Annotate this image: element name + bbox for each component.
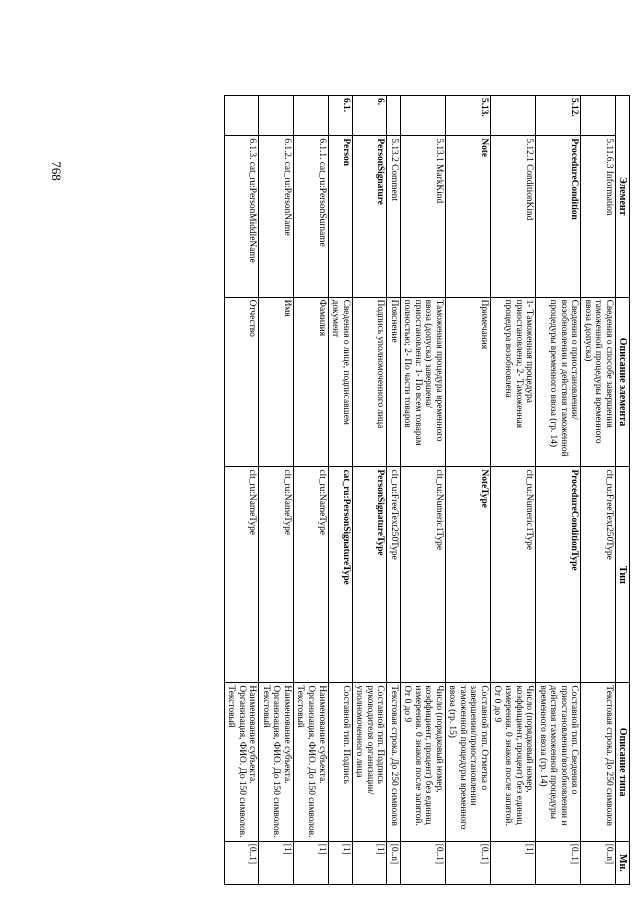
table-body <box>224 96 615 885</box>
table-row <box>259 96 294 885</box>
row-element-desc: 1- Таможенная процедура приостановлена; 2- Таможенная процедура возобновлена <box>490 297 535 467</box>
row-type-desc: Наименование субъекта. Организация, ФИО. До 150 символов. Текстовый <box>224 683 259 841</box>
row-type: clt_ru:Numeric1Type <box>490 467 535 683</box>
row-mn: [0..1] <box>445 841 490 884</box>
row-number-cell: 5.13. <box>445 96 490 136</box>
row-type: clt_ru:FreeText250Type <box>581 467 616 683</box>
row-number-cell: 5.12. <box>536 96 581 136</box>
row-element-desc: Таможенная процедура временного ввоза (допуска) завершена/приостановлена: 1- По всем товарам полностью; 2- По части товаров <box>400 297 445 467</box>
row-mn: [1] <box>490 841 535 884</box>
row-number-cell: 6. <box>352 96 387 136</box>
page-number: 768 <box>48 161 64 181</box>
table-row <box>536 96 581 885</box>
row-element-desc: Пояснение <box>387 297 401 467</box>
row-number-cell <box>490 96 535 136</box>
row-element-name: 6.1.3. cat_ru:PersonMiddleName <box>224 136 259 297</box>
row-type-desc: Составной тип. Подпись руководителя организации/уполномоченного лица <box>352 683 387 841</box>
table-row <box>400 96 445 885</box>
row-mn: [1] <box>259 841 294 884</box>
row-element-name: Note <box>445 136 490 297</box>
table-row <box>490 96 535 885</box>
row-element-desc: Сведения о способе завершения таможенной процедуры временного ввоза (допуска) <box>581 297 616 467</box>
row-mn: [0..1] <box>536 841 581 884</box>
row-element-name: 5.11.6.3 Information <box>581 136 616 297</box>
row-mn: [0..1] <box>224 841 259 884</box>
row-element-name: 6.1.1. cat_ru:PersonSurname <box>293 136 328 297</box>
table-row <box>224 96 259 885</box>
table-row <box>352 96 387 885</box>
row-element-name: ProcedureCondition <box>536 136 581 297</box>
rotated-table-area <box>100 95 630 885</box>
header-type-desc: Описание типа <box>615 683 629 841</box>
row-type: clt_ru:Numeric1Type <box>400 467 445 683</box>
row-number-cell: 6.1. <box>328 96 352 136</box>
row-element-name: Person <box>328 136 352 297</box>
row-type-desc: Составной тип. Отметка о завершении/приостановлении таможенной процедуры временного ввоза (гр. 15) <box>445 683 490 841</box>
row-element-desc: Подпись уполномоченного лица <box>352 297 387 467</box>
row-element-name: 6.1.2. cat_ru:PersonName <box>259 136 294 297</box>
table-row <box>328 96 352 885</box>
row-type-desc: Текстовая строка. До 250 символов <box>581 683 616 841</box>
rotated-table-container <box>100 95 630 885</box>
header-element-desc: Описание элемента <box>615 297 629 467</box>
row-element-desc: Примечания <box>445 297 490 467</box>
row-element-name: PersonSignature <box>352 136 387 297</box>
row-mn: [1] <box>328 841 352 884</box>
row-type-desc: Число (порядковый номер, коэффициент, процент) без единиц измерения. 0 знаков после запятой. От 0 до 9 <box>400 683 445 841</box>
row-type-desc: Текстовая строка. До 250 символов <box>387 683 401 841</box>
table-row <box>445 96 490 885</box>
row-mn: [0..1] <box>400 841 445 884</box>
header-mn: Мн. <box>615 841 629 884</box>
table-row <box>581 96 616 885</box>
row-type-desc: Число (порядковый номер, коэффициент, процент) без единиц измерения. 0 знаков после запятой. От 0 до 9 <box>490 683 535 841</box>
row-type: clt_ru:NameType <box>259 467 294 683</box>
row-element-desc: Отчество <box>224 297 259 467</box>
row-type-desc: Составной тип. Подпись <box>328 683 352 841</box>
header-type: Тип <box>615 467 629 683</box>
row-number-cell <box>293 96 328 136</box>
row-number-cell <box>224 96 259 136</box>
row-element-desc: Сведения о лице, подписавшем документ <box>328 297 352 467</box>
elements-table <box>224 95 630 885</box>
row-number-cell <box>259 96 294 136</box>
row-type: PersonSignatureType <box>352 467 387 683</box>
row-mn: [1] <box>352 841 387 884</box>
table-row <box>293 96 328 885</box>
row-element-desc: Имя <box>259 297 294 467</box>
row-type: clt_ru:NameType <box>293 467 328 683</box>
table-row <box>387 96 401 885</box>
table-header-row <box>615 96 629 885</box>
row-mn: [1] <box>293 841 328 884</box>
row-type-desc: Наименование субъекта. Организация, ФИО. До 150 символов. Текстовый <box>259 683 294 841</box>
row-element-name: 5.13.2 Comment <box>387 136 401 297</box>
header-element: Элемент <box>615 96 629 298</box>
row-number-cell <box>387 96 401 136</box>
row-element-desc: Фамилия <box>293 297 328 467</box>
row-type-desc: Наименование субъекта. Организация, ФИО. До 150 символов. Текстовый <box>293 683 328 841</box>
row-number-cell <box>581 96 616 136</box>
row-type: cat_ru:PersonSignatureType <box>328 467 352 683</box>
row-type: clt_ru:FreeText250Type <box>387 467 401 683</box>
row-number-cell <box>400 96 445 136</box>
row-mn: [0..n] <box>581 841 616 884</box>
row-type-desc: Составной тип. Сведения о приостановлении/возобновлении и действия таможенной процедуры временного ввоза (гр. 14) <box>536 683 581 841</box>
row-type: clt_ru:NameType <box>224 467 259 683</box>
row-element-desc: Сведения о приостановлении/возобновлении и действия таможенной процедуры временного ввоза (гр. 14) <box>536 297 581 467</box>
row-type: ProcedureConditionType <box>536 467 581 683</box>
row-element-name: 5.13.1 MarkKind <box>400 136 445 297</box>
row-mn: [0..n] <box>387 841 401 884</box>
row-type: NoteType <box>445 467 490 683</box>
row-element-name: 5.12.1 ConditionKind <box>490 136 535 297</box>
